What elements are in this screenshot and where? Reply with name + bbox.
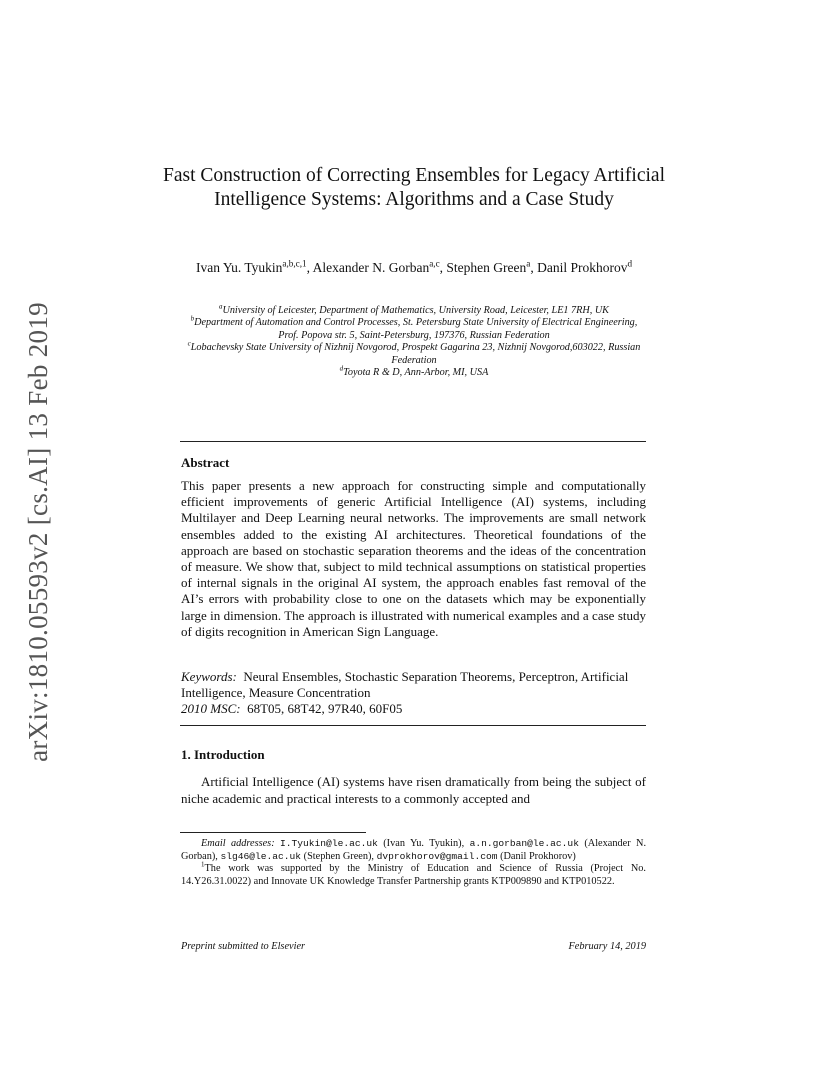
funding-text: The work was supported by the Ministry of Education and Science of Russia (Project No. 14.Y26.31.0022) and Innovate UK Knowledge Transfer Partnership grants KTP009890 and KTP010522. bbox=[181, 863, 646, 887]
email-owner: (Stephen Green), bbox=[303, 850, 374, 862]
abstract-top-rule bbox=[180, 441, 646, 442]
affiliation-list bbox=[180, 305, 648, 379]
footnotes bbox=[181, 838, 646, 888]
keywords-block bbox=[181, 669, 646, 718]
author-name: Danil Prokhorov bbox=[537, 260, 628, 275]
author-affiliation-mark: a bbox=[526, 258, 531, 269]
footnote-mark: 1 bbox=[201, 860, 205, 869]
email-address[interactable]: slg46@le.ac.uk bbox=[220, 850, 302, 862]
msc-label: 2010 MSC: bbox=[181, 701, 241, 717]
author-name: Ivan Yu. Tyukin bbox=[195, 260, 283, 275]
affiliation-text: Lobachevsky State University of Nizhnij Novgorod, Prospekt Gagarina 23, Nizhnij Novgorod,603022, Russian Federation bbox=[190, 342, 641, 366]
affiliation-item bbox=[180, 305, 648, 317]
affiliation-item bbox=[180, 367, 648, 379]
paper-title: Fast Construction of Correcting Ensembles for Legacy Artificial Intelligence Systems: Algorithms and a Case Study bbox=[162, 165, 665, 210]
abstract-bottom-rule bbox=[180, 725, 646, 726]
footnote-rule bbox=[180, 832, 366, 833]
keywords-line bbox=[181, 669, 646, 701]
email-footnote bbox=[181, 838, 646, 863]
keywords-label: Keywords: bbox=[181, 669, 237, 684]
msc-line bbox=[181, 701, 646, 717]
section-heading: 1. Introduction bbox=[181, 747, 265, 762]
keywords-text: Neural Ensembles, Stochastic Separation Theorems, Perceptron, Artificial Intelligence, Measure Concentration bbox=[181, 669, 629, 701]
preprint-date: February 14, 2019 bbox=[568, 941, 646, 952]
affiliation-mark: b bbox=[190, 316, 195, 324]
email-owner: (Danil Prokhorov) bbox=[500, 850, 576, 862]
abstract-heading: Abstract bbox=[181, 455, 230, 470]
email-label: Email addresses: bbox=[201, 838, 275, 849]
author-affiliation-mark: d bbox=[627, 258, 633, 269]
affiliation-item bbox=[180, 342, 648, 367]
affiliation-item bbox=[180, 317, 648, 342]
section-body bbox=[181, 773, 646, 807]
author-affiliation-mark: a,c bbox=[429, 258, 440, 269]
author-list: Ivan Yu. Tyukin$^{a,b,c,1}$, Alexander N. Gorban$^{a,c}$, Stephen Green$^a$, Danil Prokhorov$^d$ bbox=[195, 258, 633, 275]
author-name: Stephen Green bbox=[446, 260, 527, 275]
preprint-notice: Preprint submitted to Elsevier bbox=[181, 941, 306, 952]
abstract-body: This paper presents a new approach for constructing simple and computationally efficient improvements of generic Artificial Intelligence (AI) systems, including Multilayer and Deep Learning neural networks. The improvements are small network ensembles added to the existing AI architectures. Theoretical foundations of the approach are based on stochastic separation theorems and the ideas of the concentration of measure. We show that, subject to mild technical assumptions on statistical properties of internal signals in the original AI system, the approach enables fast removal of the AI’s errors with probability close to one on the datasets which may be exponentially large in dimension. The approach is illustrated with numerical examples and a case study of digits recognition in American Sign Language. bbox=[181, 478, 646, 639]
funding-footnote bbox=[181, 860, 646, 888]
email-address[interactable]: dvprokhorov@gmail.com bbox=[376, 850, 498, 862]
email-owner: (Ivan Yu. Tyukin), bbox=[383, 838, 465, 849]
affiliation-mark: d bbox=[339, 365, 344, 373]
author-affiliation-mark: a,b,c,1 bbox=[282, 258, 307, 269]
email-address[interactable]: I.Tyukin@le.ac.uk bbox=[280, 838, 378, 849]
affiliation-mark: a bbox=[219, 303, 223, 311]
affiliation-text: University of Leicester, Department of Mathematics, University Road, Leicester, LE1 7RH, UK bbox=[222, 305, 609, 316]
author-name: Alexander N. Gorban bbox=[312, 260, 430, 275]
affiliation-mark: c bbox=[187, 340, 191, 348]
email-owner: (Alexander N. Gorban), bbox=[181, 838, 647, 862]
email-address[interactable]: a.n.gorban@le.ac.uk bbox=[469, 838, 579, 849]
msc-text: 68T05, 68T42, 97R40, 60F05 bbox=[247, 701, 403, 717]
intro-paragraph: Artificial Intelligence (AI) systems have risen dramatically from being the subject of niche academic and practical interests to a commonly accepted and bbox=[181, 774, 646, 806]
arxiv-identifier: arXiv:1810.05593v2 [cs.AI] 13 Feb 2019 bbox=[23, 302, 53, 762]
affiliation-text: Toyota R & D, Ann-Arbor, MI, USA bbox=[343, 367, 489, 379]
affiliation-text: Department of Automation and Control Processes, St. Petersburg State University of Electrical Engineering, Prof. Popova str. 5, Saint-Petersburg, 197376, Russian Federation bbox=[194, 317, 638, 341]
